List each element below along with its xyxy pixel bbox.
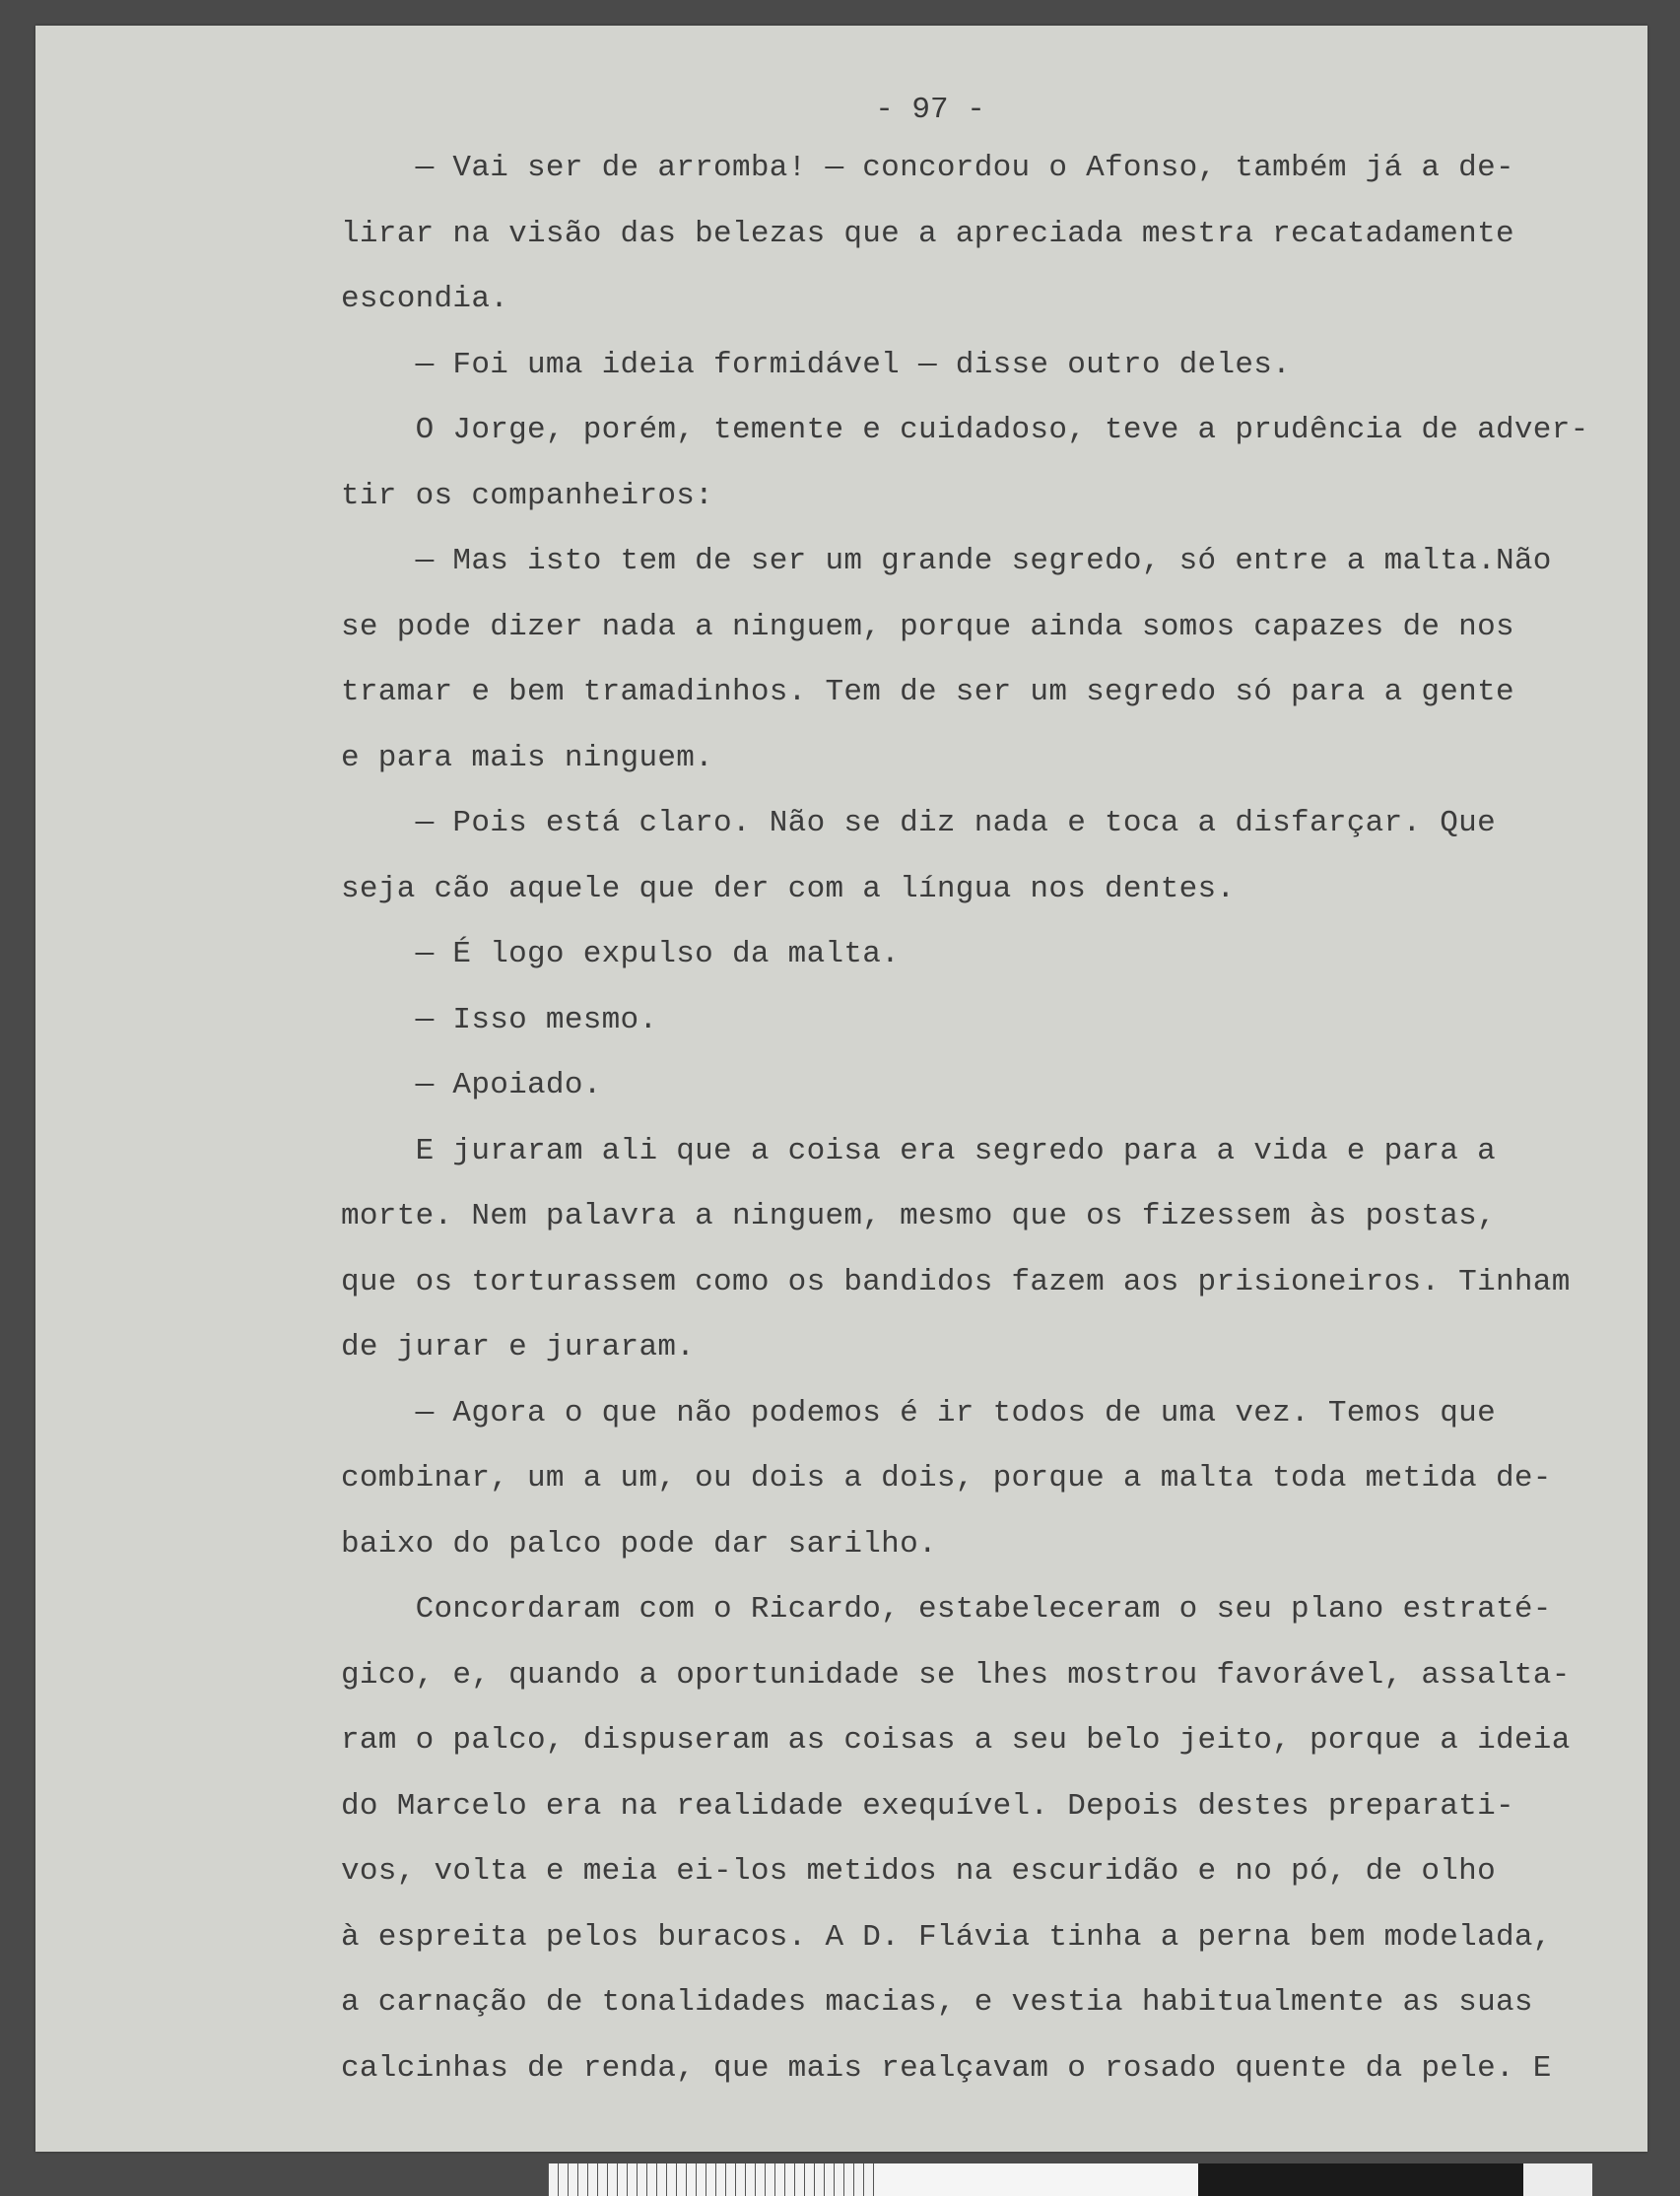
text-line: — Foi uma ideia formidável — disse outro deles. [341,347,1292,382]
text-line: a carnação de tonalidades macias, e vestia habitualmente as suas [341,1985,1533,2020]
text-line: — Vai ser de arromba! — concordou o Afonso, também já a de- [341,151,1514,185]
text-line: se pode dizer nada a ninguem, porque ainda somos capazes de nos [341,609,1514,644]
text-line: — Agora o que não podemos é ir todos de uma vez. Temos que [341,1395,1496,1431]
text-line: combinar, um a um, ou dois a dois, porque a malta toda metida de- [341,1461,1552,1496]
text-line: tramar e bem tramadinhos. Tem de ser um segredo só para a gente [341,675,1514,709]
page-number: - 97 - [875,93,985,127]
text-line: E juraram ali que a coisa era segredo para a vida e para a [341,1133,1496,1168]
ruler-white-segment [875,2163,1198,2196]
text-line: ram o palco, dispuseram as coisas a seu belo jeito, porque a ideia [341,1723,1571,1758]
text-line: e para mais ninguem. [341,740,714,775]
text-line: — É logo expulso da malta. [341,937,901,971]
ruler-end-segment [1523,2163,1592,2196]
text-line: escondia. [341,282,509,316]
text-line: morte. Nem palavra a ninguem, mesmo que os fizessem às postas, [341,1199,1496,1233]
body-text [341,136,1642,2101]
text-line: vos, volta e meia ei-los metidos na escuridão e no pó, de olho [341,1854,1496,1889]
text-line: que os torturassem como os bandidos fazem aos prisioneiros. Tinham [341,1264,1571,1299]
text-line: tir os companheiros: [341,478,714,513]
text-line: do Marcelo era na realidade exequível. Depois destes preparati- [341,1788,1514,1824]
text-line: — Apoiado. [341,1068,602,1102]
text-line: à espreita pelos buracos. A D. Flávia tinha a perna bem modelada, [341,1919,1552,1955]
text-line: — Isso mesmo. [341,1002,658,1037]
ruler-black-segment [1198,2163,1523,2196]
text-line: — Pois está claro. Não se diz nada e toca a disfarçar. Que [341,806,1496,840]
text-line: gico, e, quando a oportunidade se lhes mostrou favorável, assalta- [341,1657,1571,1693]
text-line: Concordaram com o Ricardo, estabeleceram o seu plano estraté- [341,1592,1552,1627]
text-line: de jurar e juraram. [341,1330,696,1364]
text-line: calcinhas de renda, que mais realçavam o rosado quente da pele. E [341,2050,1552,2086]
text-line: seja cão aquele que der com a língua nos dentes. [341,871,1236,906]
text-line: lirar na visão das belezas que a apreciada mestra recatadamente [341,216,1514,251]
text-line: O Jorge, porém, temente e cuidadoso, teve a prudência de adver- [341,413,1589,447]
text-line: — Mas isto tem de ser um grande segredo, só entre a malta.Não [341,544,1552,578]
text-line: baixo do palco pode dar sarilho. [341,1526,937,1562]
